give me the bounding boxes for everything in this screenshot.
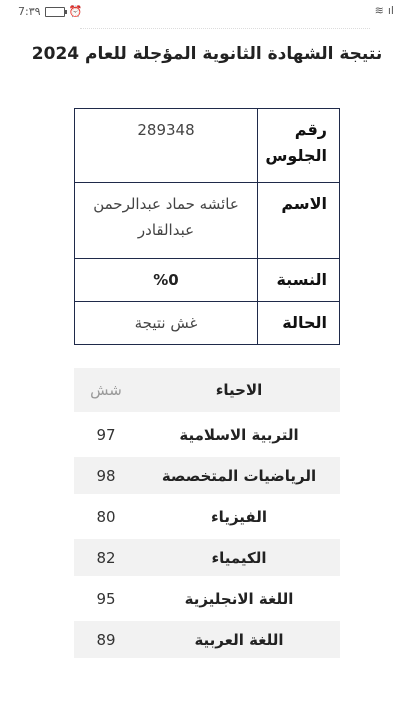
percentage-row — [75, 259, 340, 302]
grades-table — [74, 368, 340, 662]
grade-row — [74, 455, 340, 496]
status-row — [75, 302, 340, 345]
name-row — [75, 183, 340, 259]
subject-mark: 80 — [74, 496, 138, 537]
seat-number-label: رقم الجلوس — [258, 109, 340, 183]
subject-name: الاحياء — [138, 368, 340, 414]
subject-mark: 97 — [74, 414, 138, 455]
subject-name: الرياضيات المتخصصة — [138, 455, 340, 496]
name-value: عائشه حماد عبدالرحمن عبدالقادر — [75, 183, 258, 259]
grade-row — [74, 414, 340, 455]
alarm-icon: ⏰ — [68, 5, 83, 18]
student-info-table — [74, 108, 340, 345]
subject-name: اللغة الانجليزية — [138, 578, 340, 619]
subject-mark: 89 — [74, 619, 138, 660]
status-bar-right — [375, 4, 394, 17]
cropped-strip — [80, 28, 370, 39]
subject-mark: 95 — [74, 578, 138, 619]
grade-row — [74, 496, 340, 537]
grade-row — [74, 368, 340, 414]
grade-row — [74, 537, 340, 578]
subject-mark: شش — [74, 368, 138, 414]
status-value: غش نتيجة — [75, 302, 258, 345]
grade-row — [74, 578, 340, 619]
battery-icon — [45, 7, 65, 17]
percentage-label: النسبة — [258, 259, 340, 302]
name-label: الاسم — [258, 183, 340, 259]
subject-mark: 98 — [74, 455, 138, 496]
subject-name: التربية الاسلامية — [138, 414, 340, 455]
status-bar-left — [18, 5, 82, 18]
clock: 7:٣٩ — [18, 5, 41, 18]
subject-name: الفيزياء — [138, 496, 340, 537]
signal-icon: ıl — [387, 4, 394, 17]
seat-number-value: 289348 — [75, 109, 258, 183]
subject-mark: 82 — [74, 537, 138, 578]
seat-number-row — [75, 109, 340, 183]
grade-row — [74, 619, 340, 660]
subject-name: الكيمياء — [138, 537, 340, 578]
status-label: الحالة — [258, 302, 340, 345]
wifi-icon: ≋ — [374, 4, 384, 17]
subject-name: اللغة العربية — [138, 619, 340, 660]
page-title: نتيجة الشهادة الثانوية المؤجلة للعام 2024 — [31, 44, 383, 64]
percentage-value: %0 — [75, 259, 258, 302]
status-bar — [0, 0, 414, 22]
